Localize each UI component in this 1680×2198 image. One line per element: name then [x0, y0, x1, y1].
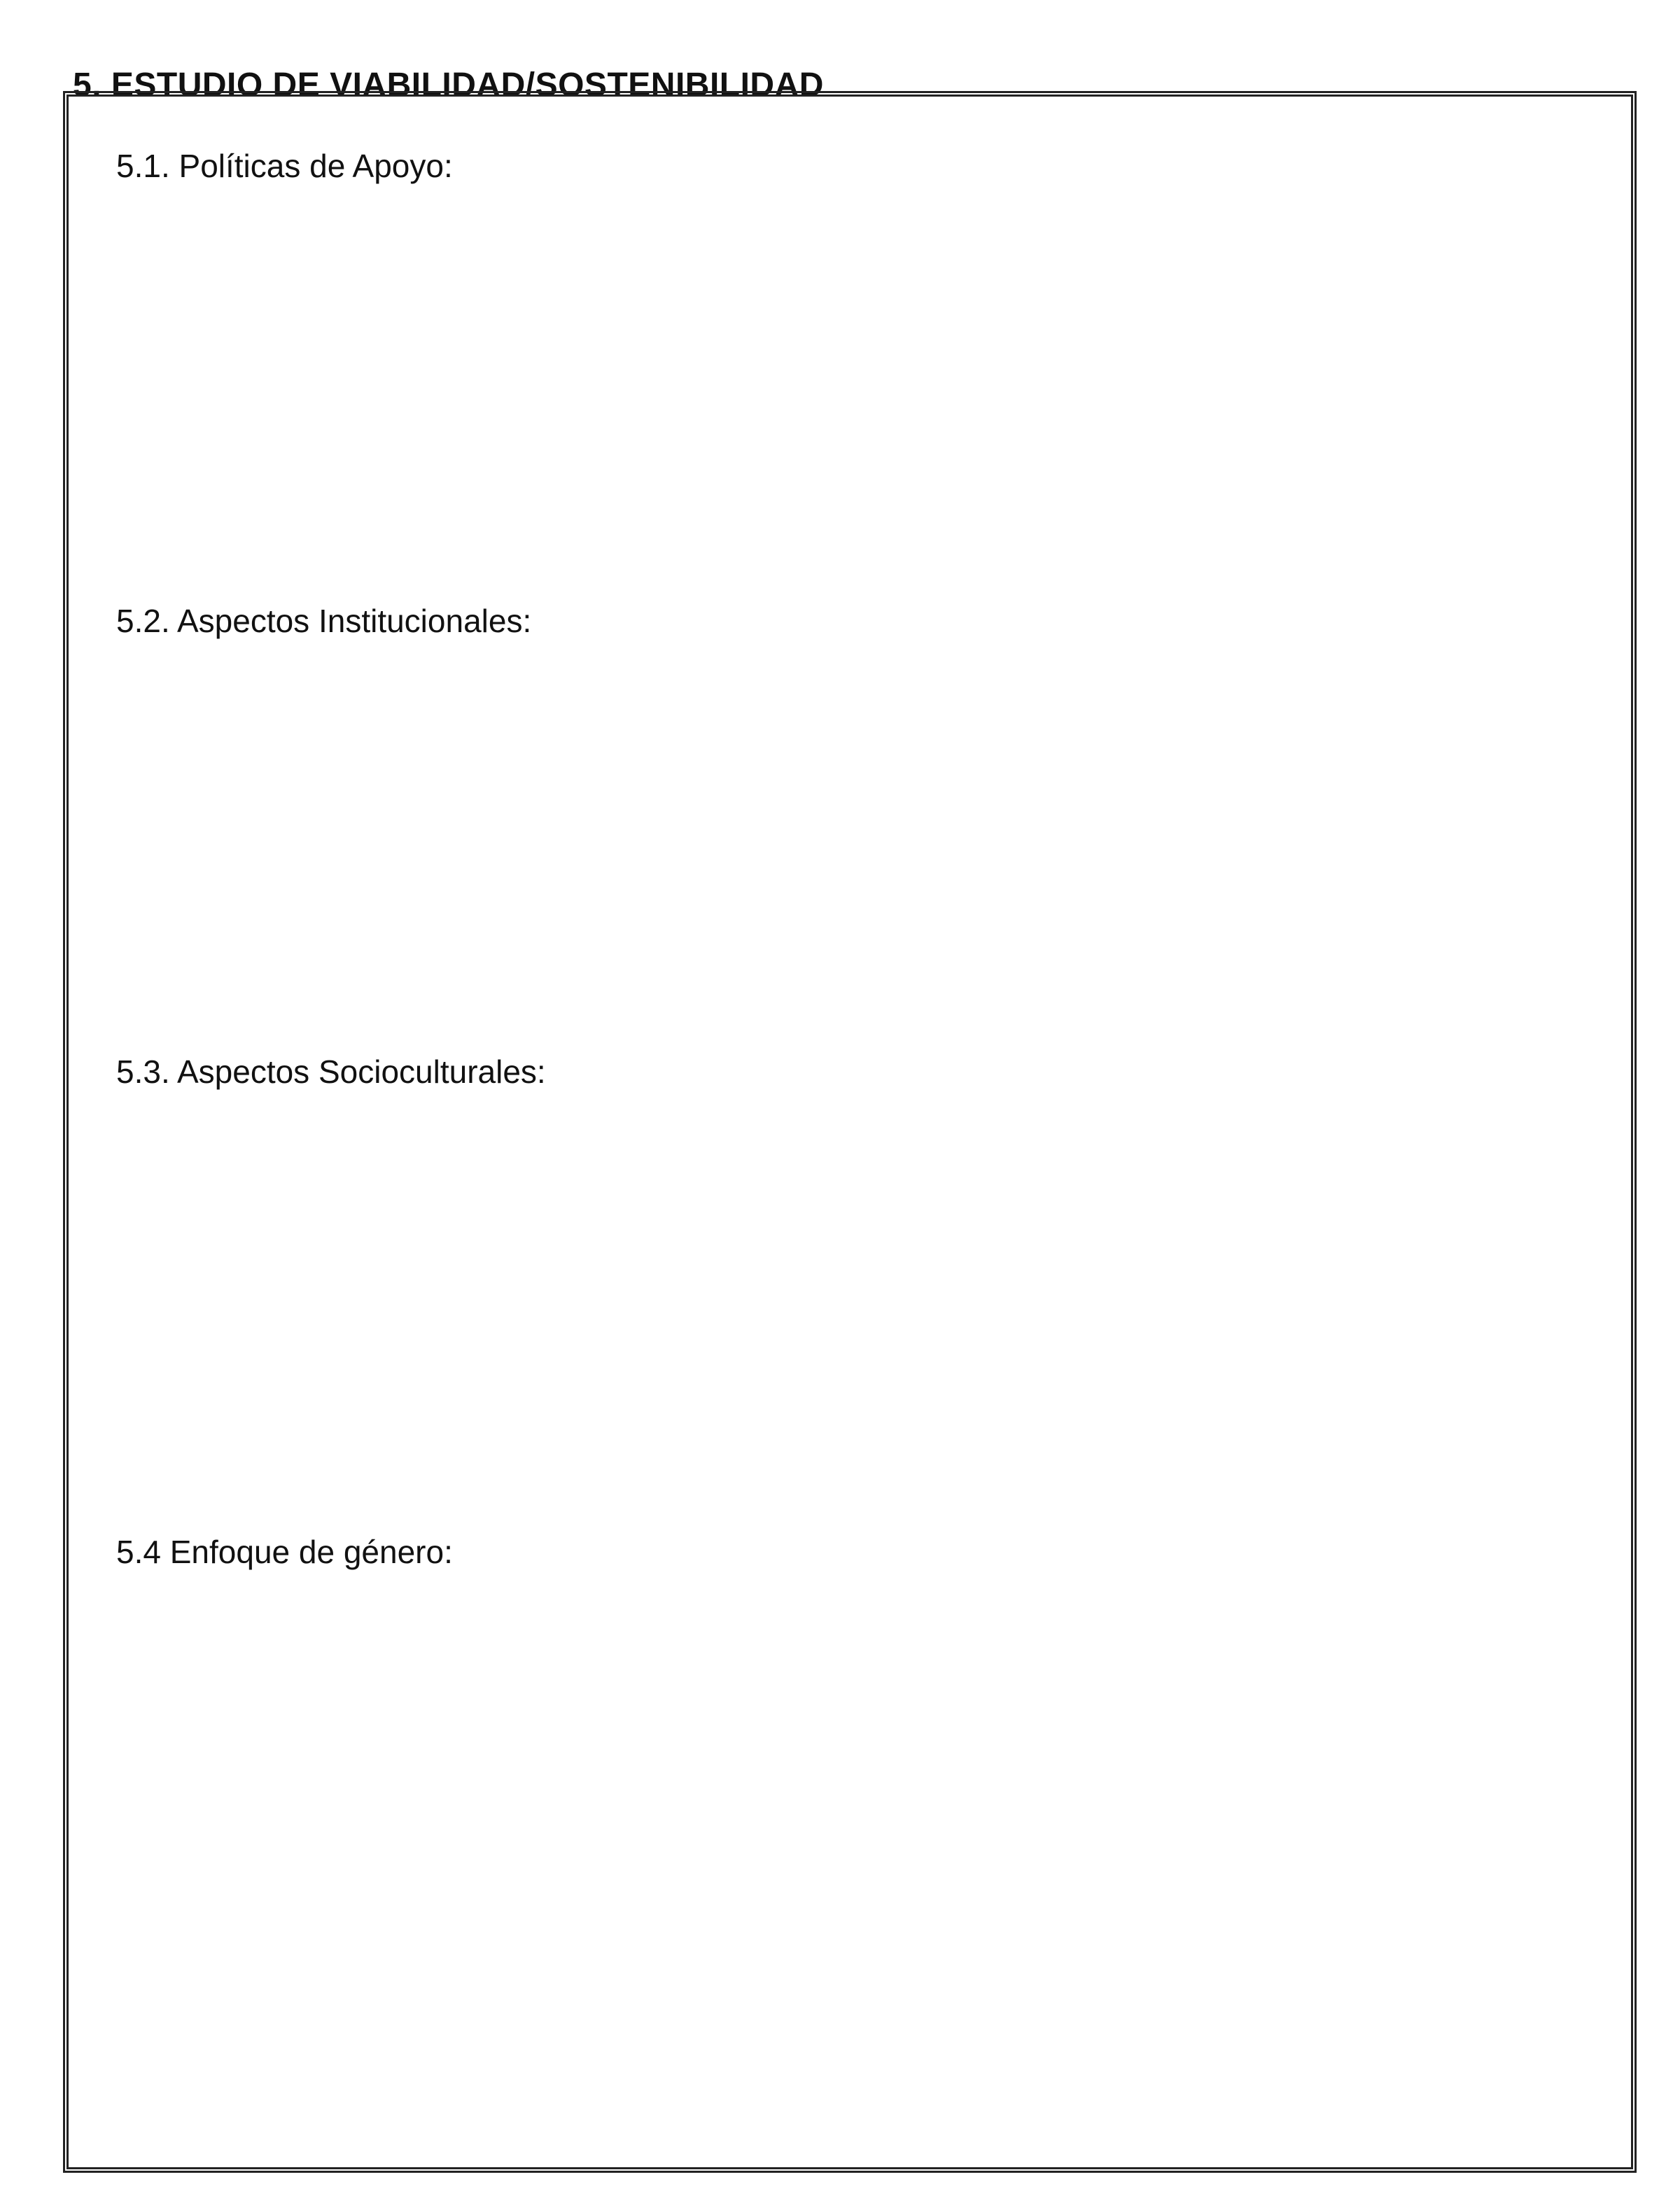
answer-area-politicas-de-apoyo: [116, 202, 1603, 566]
section-label-enfoque-de-genero: 5.4 Enfoque de género:: [116, 1534, 453, 1570]
answer-area-aspectos-institucionales: [116, 657, 1603, 1021]
section-label-aspectos-institucionales: 5.2. Aspectos Institucionales:: [116, 603, 532, 639]
form-frame: [63, 91, 1637, 2173]
answer-area-aspectos-socioculturales: [116, 1107, 1603, 1471]
section-label-politicas-de-apoyo: 5.1. Políticas de Apoyo:: [116, 148, 453, 184]
page-title: 5. ESTUDIO DE VIABILIDAD/SOSTENIBILIDAD: [73, 66, 824, 104]
section-label-aspectos-socioculturales: 5.3. Aspectos Socioculturales:: [116, 1054, 546, 1090]
answer-area-enfoque-de-genero: [116, 1588, 1603, 2120]
